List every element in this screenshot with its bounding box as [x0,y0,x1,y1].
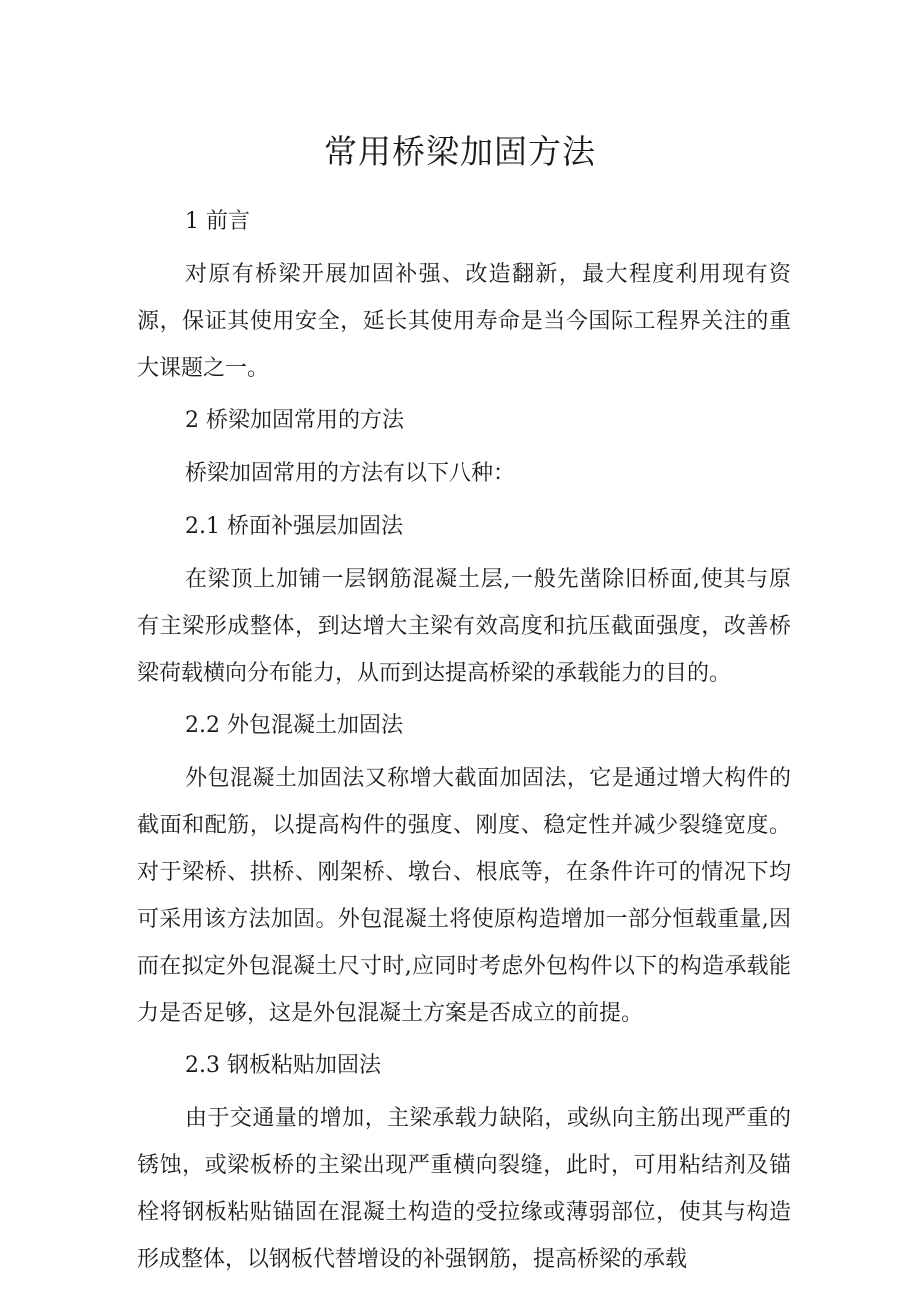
paragraph-2-2: 外包混凝土加固法又称增大截面加固法，它是通过增大构件的截面和配筋，以提高构件的强度、刚度、稳定性并减少裂缝宽度。对于梁桥、拱桥、刚架桥、墩台、根底等，在条件许可的情况下均可采用该方法加固。外包混凝土将使原构造增加一部分恒载重量,因而在拟定外包混凝土尺寸时,应同时考虑外包构件以下的构造承载能力是否足够，这是外包混凝土方案是否成立的前提。 [137,766,791,1026]
document-body [137,198,791,1288]
subsection-heading-2-1: 2.1 桥面补强层加固法 [185,514,403,539]
methods-intro-line: 桥梁加固常用的方法有以下八种： [185,461,516,486]
paragraph-2-1: 在梁顶上加铺一层钢筋混凝土层,一般先凿除旧桥面,使其与原有主梁形成整体，到达增大主梁有效高度和抗压截面强度，改善桥梁荷载横向分布能力，从而到达提高桥梁的承载能力的目的。 [137,567,791,686]
paragraph-2-3: 由于交通量的增加，主梁承载力缺陷，或纵向主筋出现严重的锈蚀，或梁板桥的主梁出现严重横向裂缝，此时，可用粘结剂及锚栓将钢板粘贴锚固在混凝土构造的受拉缘或薄弱部位，使其与构造形成整体，以钢板代替增设的补强钢筋，提高桥梁的承载 [137,1106,791,1272]
document-title: 常用桥梁加固方法 [324,132,596,171]
section-heading-preface: 1 前言 [185,209,250,234]
subsection-heading-2-2: 2.2 外包混凝土加固法 [185,713,403,738]
section-heading-methods: 2 桥梁加固常用的方法 [185,408,404,433]
subsection-heading-2-3: 2.3 钢板粘贴加固法 [185,1053,381,1078]
paragraph-preface: 对原有桥梁开展加固补强、改造翻新，最大程度利用现有资源，保证其使用安全，延长其使用寿命是当今国际工程界关注的重大课题之一。 [137,262,791,381]
